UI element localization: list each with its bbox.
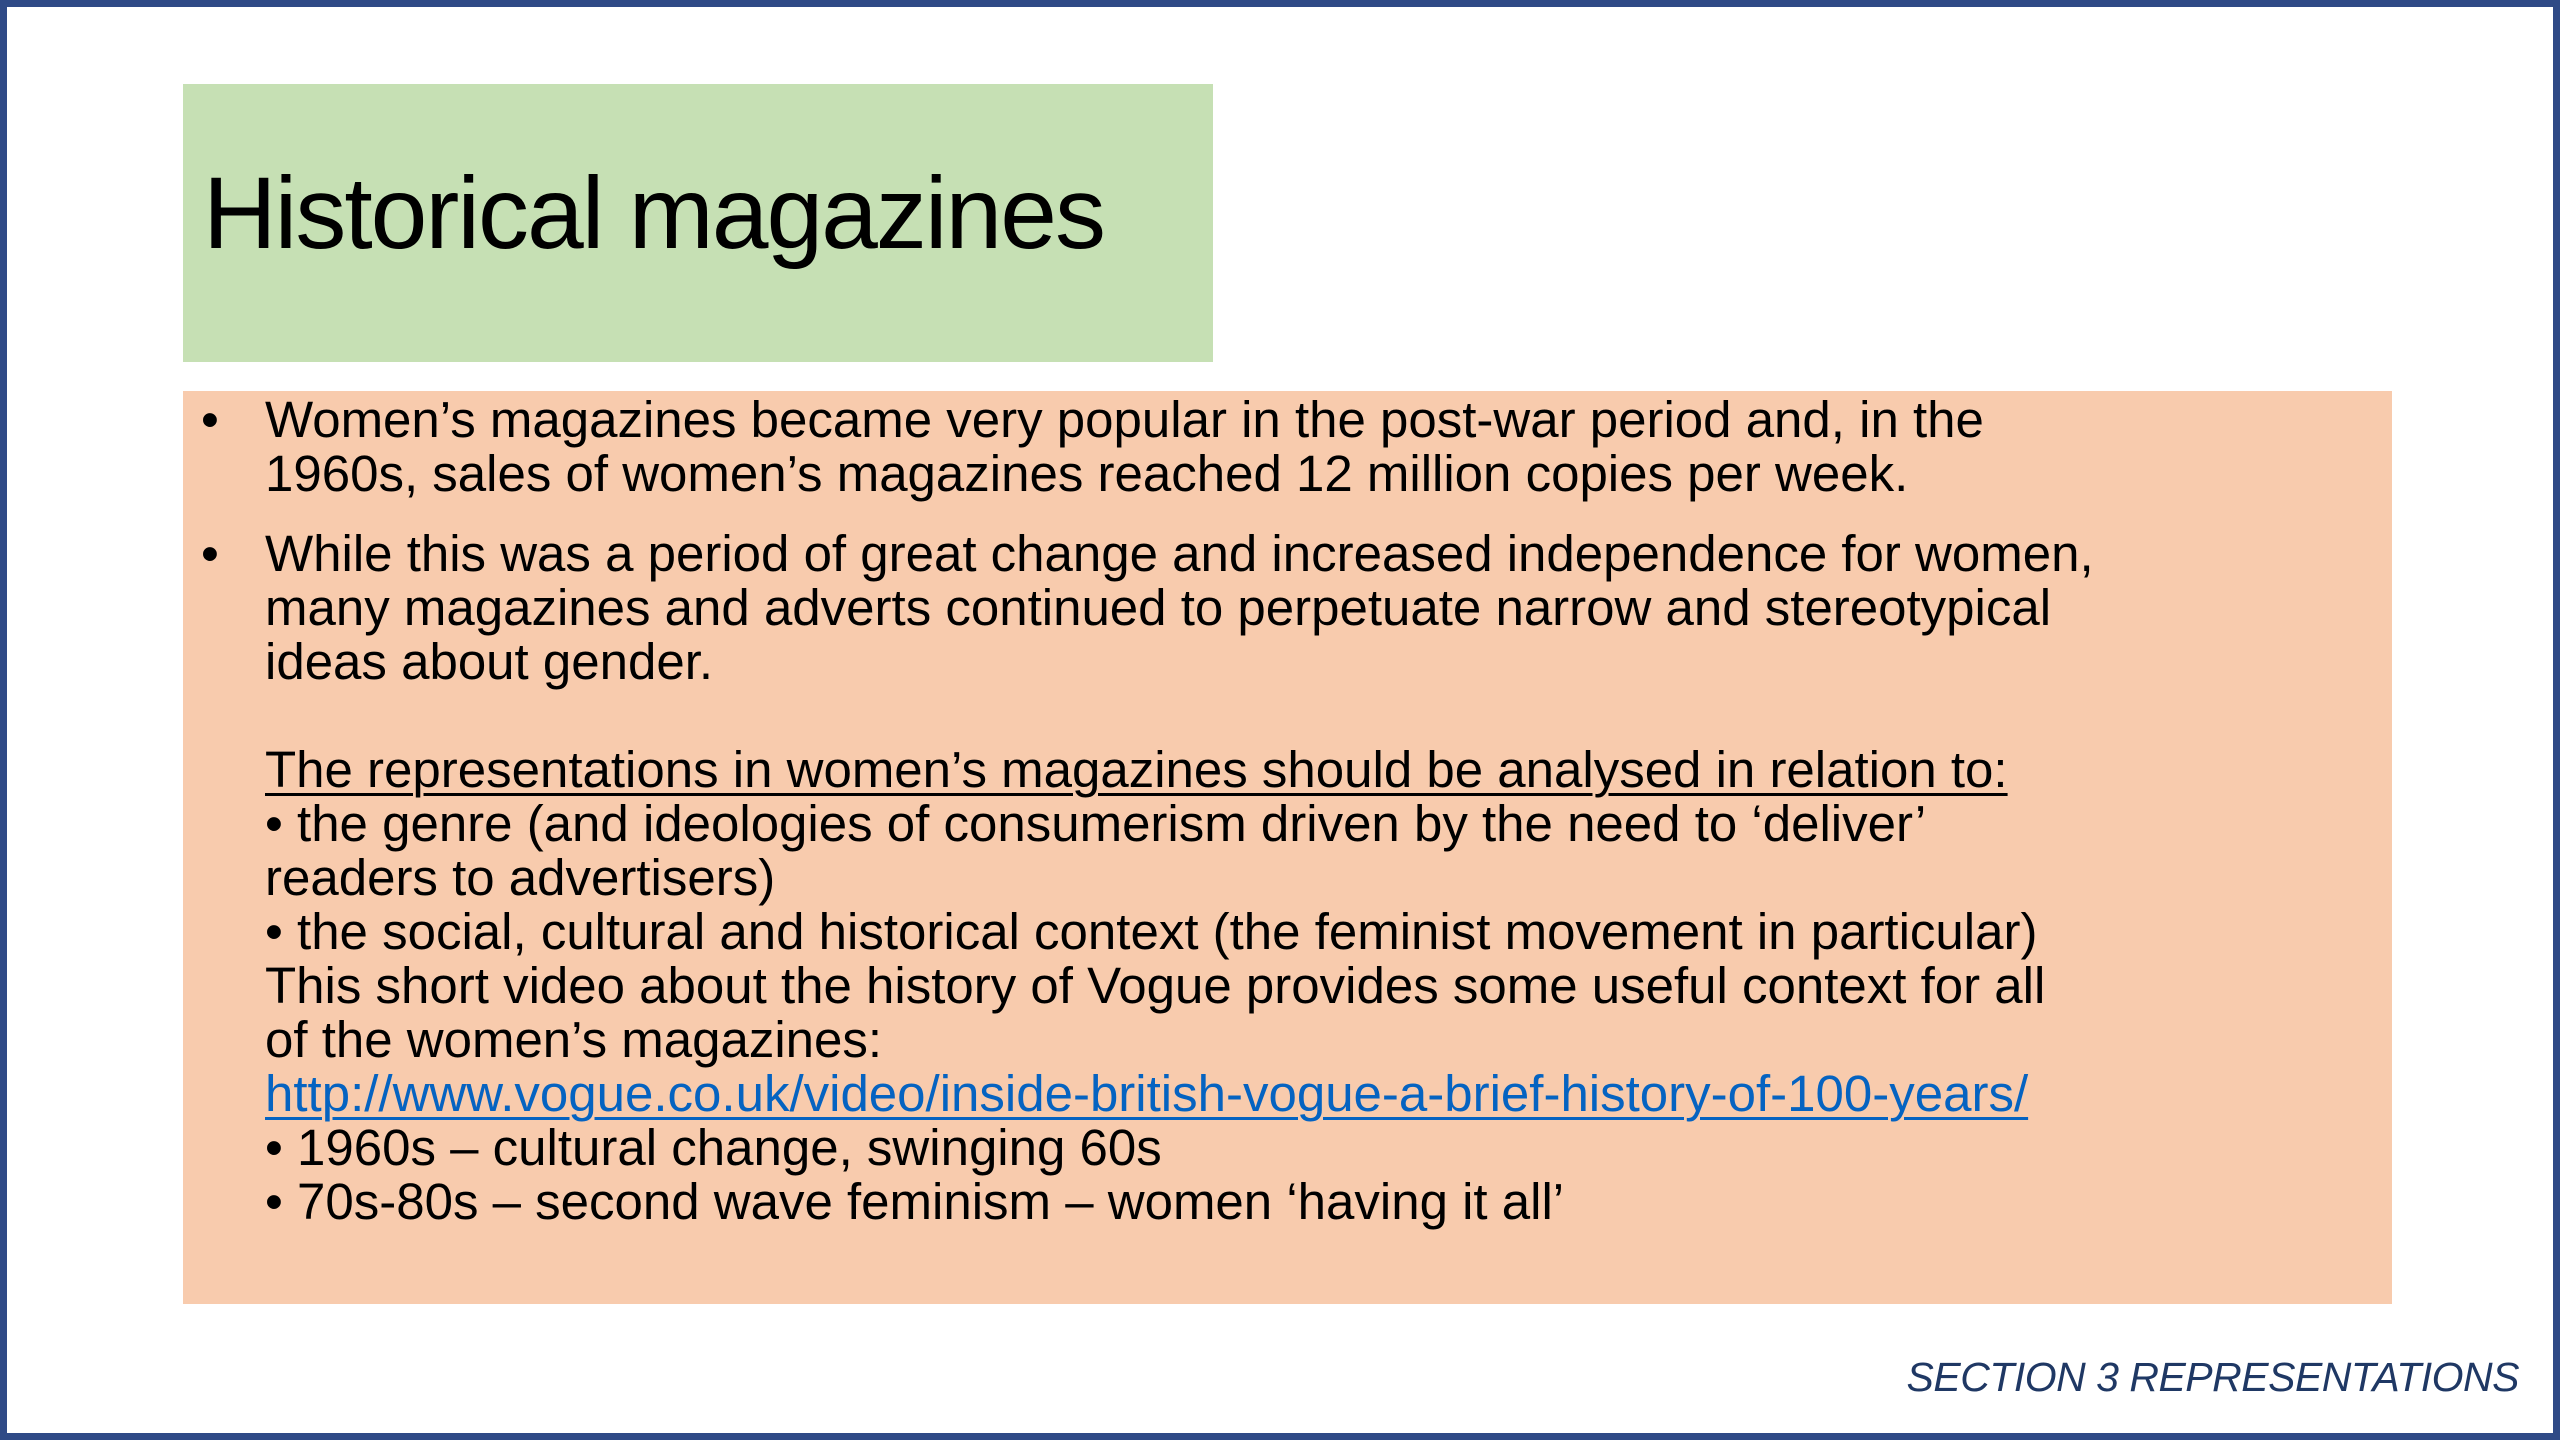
analysis-line: • the social, cultural and historical context (the feminist movement in particular): [265, 903, 2038, 960]
era-item: • 70s-80s – second wave feminism – women ‘having it all’: [265, 1173, 1565, 1230]
analysis-line: This short video about the history of Vogue provides some useful context for all: [265, 957, 2046, 1014]
slide-title: Historical magazines: [203, 156, 1105, 270]
bullet-item-independence: [201, 527, 2374, 689]
bullet-marker: •: [201, 391, 219, 448]
bullet-marker: •: [201, 525, 219, 582]
analysis-line: readers to advertisers): [265, 849, 776, 906]
analysis-line: • the genre (and ideologies of consumerism driven by the need to ‘deliver’: [265, 795, 1927, 852]
section-footer: SECTION 3 REPRESENTATIONS: [1906, 1354, 2519, 1400]
analysis-line: of the women’s magazines:: [265, 1011, 883, 1068]
bullet-line: many magazines and adverts continued to perpetuate narrow and stereotypical: [265, 579, 2052, 636]
bullet-line: ideas about gender.: [265, 633, 714, 690]
bullet-line: 1960s, sales of women’s magazines reached 12 million copies per week.: [265, 445, 1909, 502]
analysis-heading: The representations in women’s magazines should be analysed in relation to:: [265, 741, 2008, 798]
content-panel: [183, 391, 2392, 1304]
title-panel: [183, 84, 1213, 362]
analysis-section: [201, 743, 2374, 1229]
bullet-line: While this was a period of great change and increased independence for women,: [265, 525, 2094, 582]
bullet-line: Women’s magazines became very popular in the post-war period and, in the: [265, 391, 1984, 448]
era-item: • 1960s – cultural change, swinging 60s: [265, 1119, 1162, 1176]
content-text: [201, 391, 2374, 1229]
vogue-video-link[interactable]: http://www.vogue.co.uk/video/inside-british-vogue-a-brief-history-of-100-years/: [265, 1065, 2029, 1122]
bullet-item-post-war: [201, 393, 2374, 501]
spacer: [201, 689, 2374, 743]
